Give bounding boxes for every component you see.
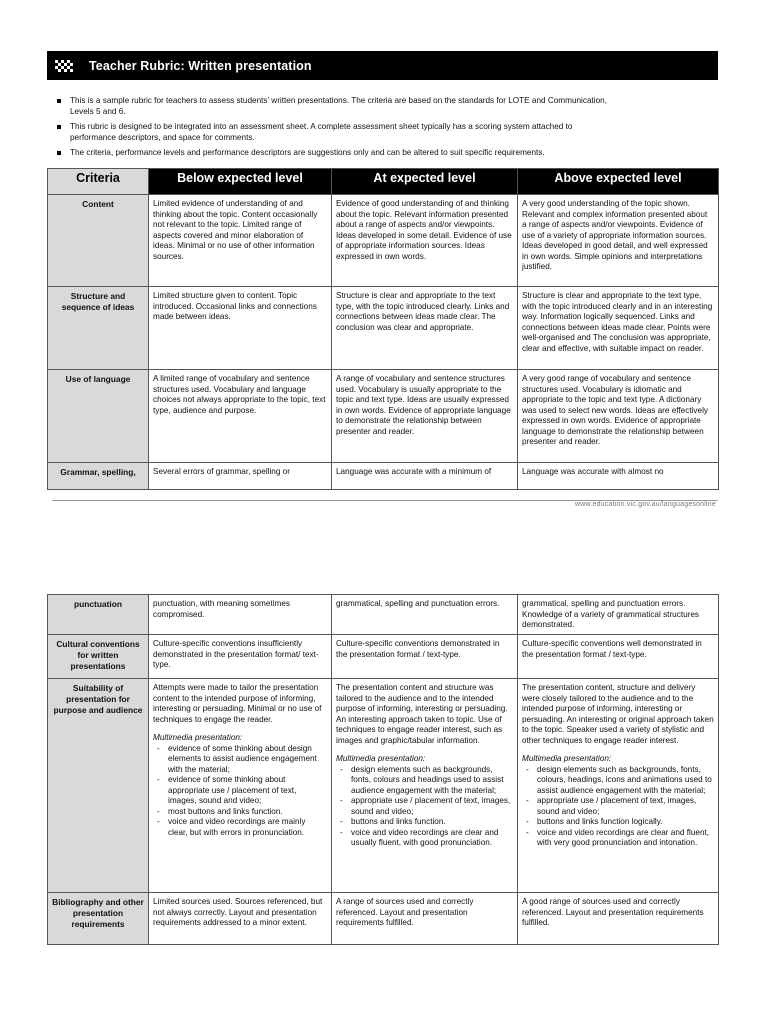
list-item: - appropriate use / placement of text, images, sound and video; [522, 796, 714, 817]
below-level-column-header: Below expected level [149, 169, 332, 195]
above-level-cell: Culture-specific conventions well demonstrated in the presentation format / text-type. [518, 635, 719, 679]
above-level-cell: A good range of sources used and correctly referenced. Layout and presentation requirements fulfilled. [518, 893, 719, 945]
below-level-cell: Limited evidence of understanding of and thinking about the topic. Content occasionally not relevant to the topic. Limited range of aspects covered and minor elaboration of ideas. Minimal or no use of other information sources. [149, 195, 332, 287]
list-item: - voice and video recordings are mainly clear, but with errors in pronunciation. [153, 817, 327, 838]
at-level-cell: Evidence of good understanding of and thinking about the topic. Relevant information presented about a range of aspects and/or viewpoints. Ideas developed in some detail. Evidence of use of appropriate information sources. Ideas expressed in own words. [332, 195, 518, 287]
table-header-row [48, 169, 719, 195]
list-item: - evidence of some thinking about design elements to assist audience engagement with the material; [153, 744, 327, 776]
cell-text: The presentation content and structure was tailored to the audience and to the intended purpose of informing, interesting or persuading. An interesting approach taken to topic. Use of techniques to engage reader interest, such as images and graphic/tabular information. [336, 683, 508, 745]
list-item: - buttons and links function. [336, 817, 513, 828]
table-row [48, 893, 719, 945]
above-level-column-header: Above expected level [518, 169, 719, 195]
at-level-cell: A range of vocabulary and sentence structures used. Vocabulary is usually appropriate to the topic and text type. Ideas are usually expressed in own words. Evidence of appropriate language to demonstrate the relationship between presenter and reader. [332, 370, 518, 463]
multimedia-list [153, 744, 327, 839]
criteria-cell: Grammar, spelling, [48, 463, 149, 490]
below-level-cell: Culture-specific conventions insufficiently demonstrated in the presentation format/ text-type. [149, 635, 332, 679]
list-item: - voice and video recordings are clear and fluent, with very good pronunciation and intonation. [522, 828, 714, 849]
criteria-cell: Suitability of presentation for purpose and audience [48, 679, 149, 893]
criteria-cell: Bibliography and other presentation requirements [48, 893, 149, 945]
checkerboard-logo-icon [53, 58, 75, 74]
multimedia-heading: Multimedia presentation: [522, 754, 612, 763]
criteria-cell: Cultural conventions for written presentations [48, 635, 149, 679]
list-item: - design elements such as backgrounds, fonts, colours, headings, icons and animations used to assist audience engagement with the material; [522, 765, 714, 797]
above-level-cell: A very good understanding of the topic shown. Relevant and complex information presented about a range of aspects and/or viewpoints. Evidence of use of a variety of appropriate information sources. Ideas developed in good detail, and well expressed in own words. Simple opinions and interpretations justified. [518, 195, 719, 287]
cell-text: The presentation content, structure and delivery were closely tailored to the audience and to the intended purpose of informing, interesting or persuading. An interesting or original approach taken to the topic. Speaker used a variety of stylistic and other techniques to engage reader interest. [522, 683, 714, 745]
at-level-cell: Language was accurate with a minimum of [332, 463, 518, 490]
below-level-cell: punctuation, with meaning sometimes compromised. [149, 595, 332, 635]
table-row [48, 370, 719, 463]
at-level-column-header: At expected level [332, 169, 518, 195]
below-level-cell: Several errors of grammar, spelling or [149, 463, 332, 490]
table-row [48, 595, 719, 635]
above-level-cell: Structure is clear and appropriate to the text type, with the topic introduced clearly and in an interesting way. Information logically sequenced. Links and connections between ideas made clear. Points were well-organised and The conclusion was appropriate, clear and effective, with suitable impact on reader. [518, 287, 719, 370]
at-level-cell: grammatical, spelling and punctuation errors. [332, 595, 518, 635]
table-row [48, 287, 719, 370]
page-title: Teacher Rubric: Written presentation [89, 58, 312, 73]
below-level-cell: Limited structure given to content. Topic introduced. Occasional links and connections made between ideas. [149, 287, 332, 370]
above-level-cell: grammatical, spelling and punctuation errors. Knowledge of a variety of grammatical structures demonstrated. [518, 595, 719, 635]
criteria-cell: Structure and sequence of ideas [48, 287, 149, 370]
criteria-cell: Content [48, 195, 149, 287]
multimedia-heading: Multimedia presentation: [336, 754, 426, 763]
list-item: - voice and video recordings are clear and usually fluent, with good pronunciation. [336, 828, 513, 849]
list-item: - buttons and links function logically. [522, 817, 714, 828]
title-bar [47, 51, 718, 80]
multimedia-heading: Multimedia presentation: [153, 733, 243, 742]
below-level-cell: A limited range of vocabulary and sentence structures used. Vocabulary and language choices not always appropriate to the topic, text type, audience and purpose. [149, 370, 332, 463]
list-item: - evidence of some thinking about appropriate use / placement of text, images, sound and video; [153, 775, 327, 807]
above-level-cell: Language was accurate with almost no [518, 463, 719, 490]
intro-bullet: This is a sample rubric for teachers to assess students’ written presentations. The criteria are based on the standards for LOTE and Communication, Levels 5 and 6. [57, 96, 617, 117]
list-item: - appropriate use / placement of text, images, sound and video; [336, 796, 513, 817]
table-row [48, 635, 719, 679]
rubric-table-part-2 [47, 594, 719, 945]
table-row [48, 463, 719, 490]
criteria-cell: Use of language [48, 370, 149, 463]
cell-text: Attempts were made to tailor the presentation content to the intended purpose of informing, interesting or persuading. Minimal or no use of techniques to engage the reader. [153, 683, 322, 724]
above-level-cell [518, 679, 719, 893]
intro-bullet: This rubric is designed to be integrated into an assessment sheet. A complete assessment sheet typically has a scoring system attached to performance descriptors, and space for comments. [57, 122, 617, 143]
table-row [48, 679, 719, 893]
criteria-column-header: Criteria [48, 169, 149, 195]
below-level-cell [149, 679, 332, 893]
at-level-cell: A range of sources used and correctly referenced. Layout and presentation requirements fulfilled. [332, 893, 518, 945]
footer-url: www.education.vic.gov.au/languagesonline [575, 501, 716, 508]
at-level-cell: Culture-specific conventions demonstrated in the presentation format / text-type. [332, 635, 518, 679]
at-level-cell: Structure is clear and appropriate to the text type, with the topic introduced clearly. Links and connections between ideas made clear. The conclusion was clear and appropriate. [332, 287, 518, 370]
list-item: - most buttons and links function. [153, 807, 327, 818]
list-item: - design elements such as backgrounds, fonts, colours and headings used to assist audience engagement with the material; [336, 765, 513, 797]
below-level-cell: Limited sources used. Sources referenced, but not always correctly. Layout and presentation requirements addressed to a minor extent. [149, 893, 332, 945]
criteria-cell: punctuation [48, 595, 149, 635]
table-row [48, 195, 719, 287]
intro-bullet: The criteria, performance levels and performance descriptors are suggestions only and can be altered to suit specific requirements. [57, 148, 617, 159]
multimedia-list [522, 765, 714, 849]
at-level-cell [332, 679, 518, 893]
intro-list [57, 96, 617, 164]
above-level-cell: A very good range of vocabulary and sentence structures used. Vocabulary is idiomatic and appropriate to the topic and text type. A dictionary was used to select new words. Ideas are effectively expressed in own words. Evidence of appropriate language to demonstrate the relationship between presenter and reader. [518, 370, 719, 463]
rubric-table-part-1 [47, 168, 719, 490]
multimedia-list [336, 765, 513, 849]
